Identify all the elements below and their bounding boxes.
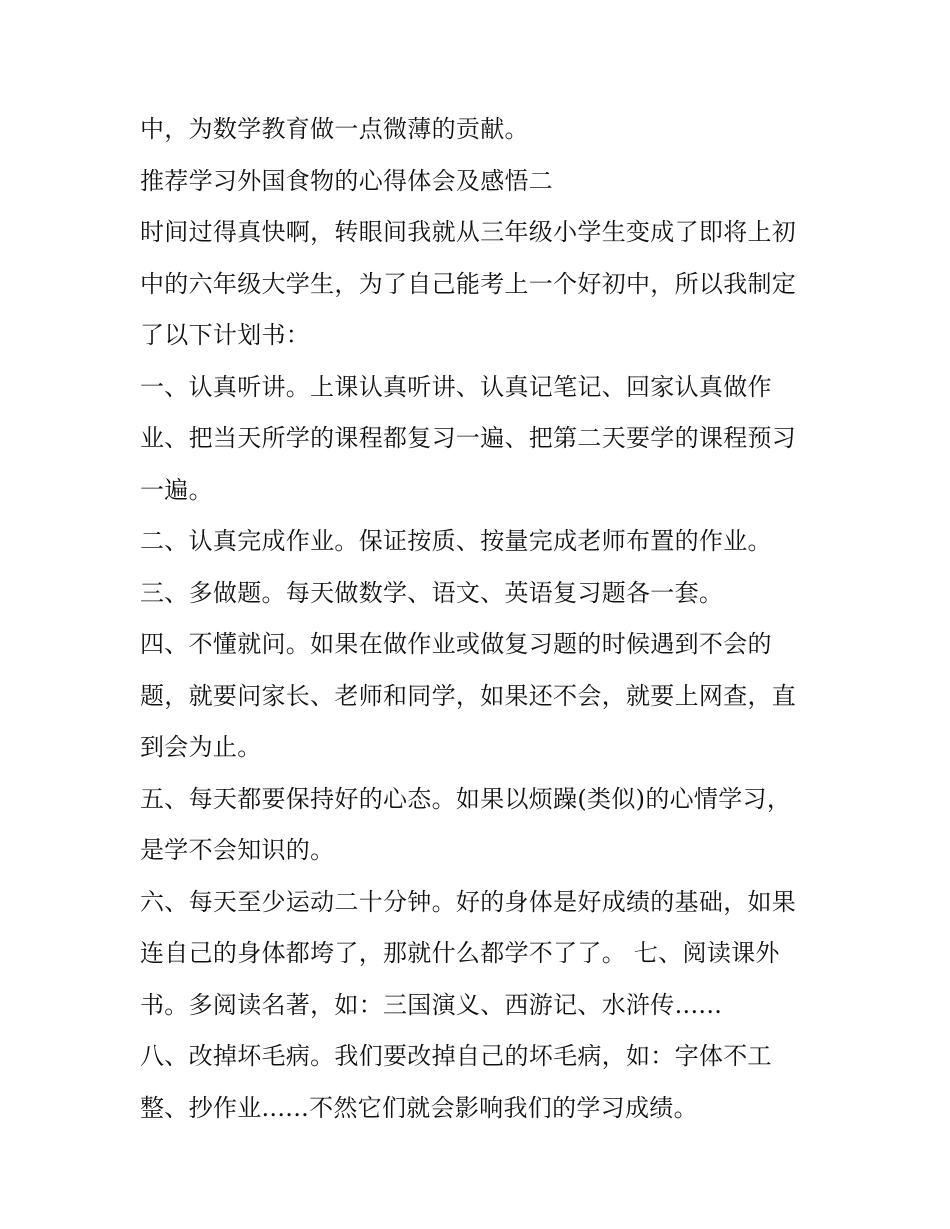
text-line-3: 时间过得真快啊，转眼间我就从三年级小学生变成了即将上初 — [140, 218, 797, 246]
text-line-4: 中的六年级大学生，为了自己能考上一个好初中，所以我制定 — [140, 269, 797, 298]
text-line-7: 业、把当天所学的课程都复习一遍、把第二天要学的课程预习 — [140, 424, 797, 452]
section-heading: 推荐学习外国食物的心得体会及感悟二 — [140, 166, 554, 195]
plan-item-1: 一、认真听讲。上课认真听讲、认真记笔记、回家认真做作 — [140, 372, 772, 401]
text-line-15: 是学不会知识的。 — [140, 836, 335, 864]
text-line-5: 了以下计划书： — [140, 321, 311, 349]
text-line-1: 中，为数学教育做一点微薄的贡献。 — [140, 115, 529, 143]
text-line-18: 书。多阅读名著，如：三国演义、西游记、水浒传...... — [140, 990, 723, 1019]
plan-item-2: 二、认真完成作业。保证按质、按量完成老师布置的作业。 — [140, 527, 772, 555]
plan-item-6: 六、每天至少运动二十分钟。好的身体是好成绩的基础，如果 — [140, 887, 797, 916]
plan-item-3: 三、多做题。每天做数学、语文、英语复习题各一套。 — [140, 578, 724, 607]
document-body — [140, 104, 830, 1134]
plan-item-5: 五、每天都要保持好的心态。如果以烦躁(类似)的心情学习， — [140, 784, 792, 813]
text-line-12: 题，就要问家长、老师和同学，如果还不会，就要上网查，直 — [140, 681, 797, 710]
plan-item-8: 八、改掉坏毛病。我们要改掉自己的坏毛病，如：字体不工 — [140, 1042, 772, 1070]
text-line-13: 到会为止。 — [140, 733, 262, 761]
text-line-17: 连自己的身体都垮了，那就什么都学不了了。 七、阅读课外 — [140, 939, 780, 967]
text-line-20: 整、抄作业......不然它们就会影响我们的学习成绩。 — [140, 1093, 698, 1122]
plan-item-4: 四、不懂就问。如果在做作业或做复习题的时候遇到不会的 — [140, 630, 772, 658]
text-line-8: 一遍。 — [140, 475, 213, 504]
